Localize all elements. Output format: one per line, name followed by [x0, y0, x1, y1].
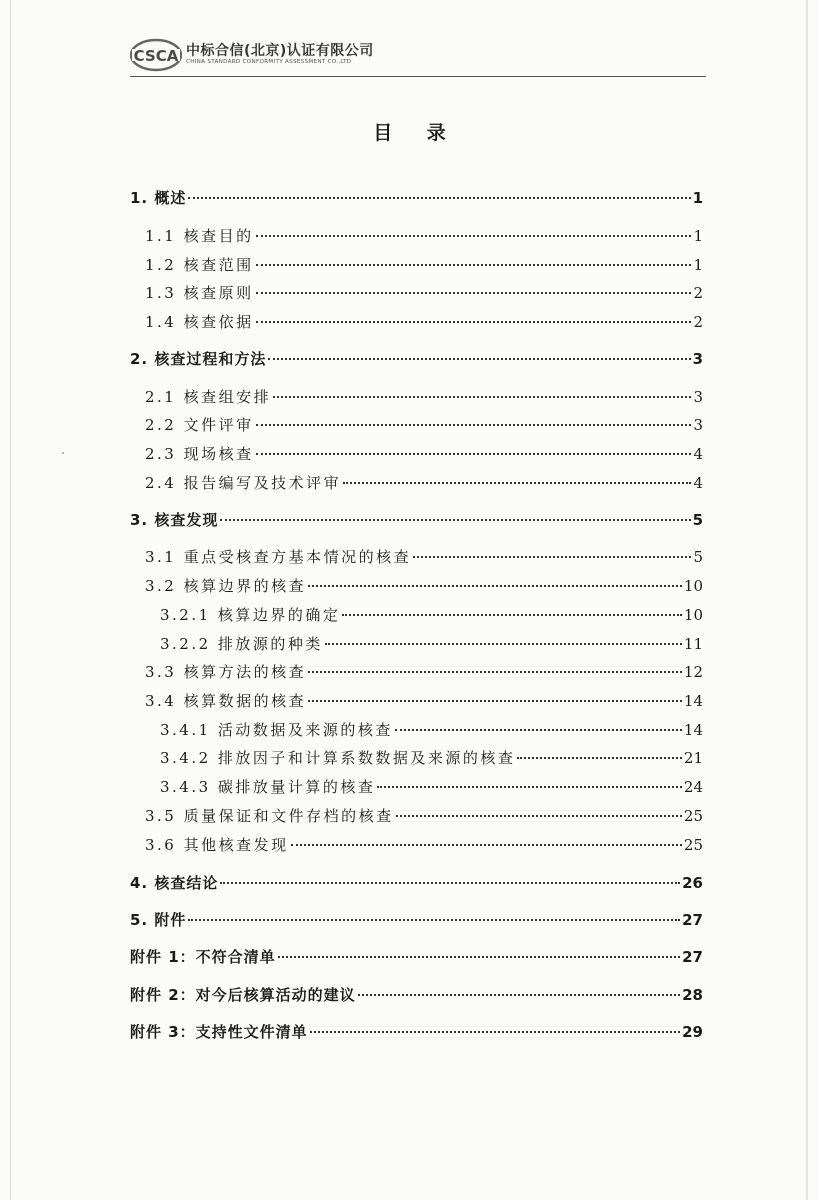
toc-entry-5[interactable] — [130, 908, 703, 932]
toc-entry-page: 4 — [693, 445, 703, 463]
dot-leader — [308, 584, 682, 587]
toc-entry-label: 附件 3：支持性文件清单 — [130, 1023, 308, 1041]
dot-leader — [343, 481, 691, 484]
toc-entry-page: 1 — [693, 256, 703, 274]
toc-entry-2-2[interactable] — [145, 413, 703, 437]
toc-entry-2[interactable] — [130, 347, 703, 371]
dot-leader — [308, 670, 682, 673]
toc-entry-appendix-2[interactable] — [130, 983, 703, 1007]
toc-entry-label: 2.1 核查组安排 — [145, 388, 272, 406]
toc-entry-label: 1.4 核查依据 — [145, 313, 254, 331]
toc-entry-3-5[interactable] — [145, 804, 703, 828]
toc-entry-label: 2.4 报告编写及技术评审 — [145, 474, 342, 492]
dot-leader — [278, 955, 680, 958]
toc-entry-page: 25 — [683, 807, 703, 825]
toc-entry-label: 1.1 核查目的 — [145, 227, 254, 245]
toc-entry-2-3[interactable] — [145, 442, 703, 466]
toc-entry-label: 附件 1：不符合清单 — [130, 948, 276, 966]
toc-entry-label: 1.3 核查原则 — [145, 284, 254, 302]
dot-leader — [396, 814, 682, 817]
toc-entry-page: 4 — [693, 474, 703, 492]
toc-entry-1[interactable] — [130, 186, 703, 210]
toc-entry-page: 3 — [693, 388, 703, 406]
toc-entry-3-2-1[interactable] — [160, 603, 703, 627]
toc-entry-page: 5 — [692, 511, 703, 529]
toc-entry-page: 5 — [693, 548, 703, 566]
toc-entry-1-3[interactable] — [145, 281, 703, 305]
toc-entry-page: 14 — [683, 721, 703, 739]
toc-entry-3-2-2[interactable] — [160, 632, 703, 656]
svg-text:CSCA: CSCA — [133, 47, 179, 65]
toc-entry-3-6[interactable] — [145, 833, 703, 857]
dot-leader — [256, 234, 692, 237]
dot-leader — [220, 518, 690, 521]
toc-entry-page: 12 — [683, 663, 703, 681]
toc-entry-label: 1.2 核查范围 — [145, 256, 254, 274]
company-name-en: CHINA STANDARD CONFORMITY ASSESSMENT CO.,LTD — [186, 59, 352, 65]
toc-entry-label: 3.2.2 排放源的种类 — [160, 635, 323, 653]
toc-entry-label: 4. 核查结论 — [130, 874, 219, 892]
toc-entry-label: 5. 附件 — [130, 911, 187, 929]
toc-entry-label: 2. 核查过程和方法 — [130, 350, 267, 368]
dot-leader — [256, 263, 692, 266]
dot-leader — [308, 699, 682, 702]
toc-entry-3-4-2[interactable] — [160, 746, 703, 770]
toc-entry-page: 2 — [693, 284, 703, 302]
toc-entry-label: 3.1 重点受核查方基本情况的核查 — [145, 548, 412, 566]
dot-leader — [188, 918, 680, 921]
toc-entry-page: 24 — [683, 778, 703, 796]
toc-entry-page: 1 — [693, 227, 703, 245]
dot-leader — [188, 196, 690, 199]
toc-entry-page: 27 — [682, 948, 703, 966]
dot-leader — [413, 555, 691, 558]
toc-entry-label: 附件 2：对今后核算活动的建议 — [130, 986, 356, 1004]
dot-leader — [256, 423, 692, 426]
toc-entry-label: 1. 概述 — [130, 189, 187, 207]
toc-entry-4[interactable] — [130, 871, 703, 895]
toc-entry-3[interactable] — [130, 508, 703, 532]
toc-entry-appendix-1[interactable] — [130, 945, 703, 969]
dot-leader — [273, 395, 691, 398]
toc-entry-page: 21 — [683, 749, 703, 767]
toc-entry-page: 28 — [682, 986, 703, 1004]
toc-entry-3-4-3[interactable] — [160, 775, 703, 799]
dot-leader — [342, 613, 681, 616]
toc-entry-2-1[interactable] — [145, 385, 703, 409]
toc-entry-page: 29 — [682, 1023, 703, 1041]
toc-entry-1-4[interactable] — [145, 310, 703, 334]
dot-leader — [377, 785, 681, 788]
toc-entry-label: 3.3 核算方法的核查 — [145, 663, 307, 681]
toc-entry-label: 3.4.1 活动数据及来源的核查 — [160, 721, 393, 739]
toc-entry-page: 10 — [683, 606, 703, 624]
toc-entry-appendix-3[interactable] — [130, 1020, 703, 1044]
toc-entry-page: 11 — [683, 635, 703, 653]
toc-title: 目 录 — [373, 122, 460, 144]
toc-entry-label: 3.4.2 排放因子和计算系数数据及来源的核查 — [160, 749, 516, 767]
toc-entry-page: 25 — [683, 836, 703, 854]
dot-leader — [256, 320, 692, 323]
toc-entry-1-1[interactable] — [145, 224, 703, 248]
toc-entry-label: 3. 核查发现 — [130, 511, 219, 529]
toc-entry-label: 2.2 文件评审 — [145, 416, 254, 434]
dot-leader — [256, 291, 692, 294]
toc-entry-label: 3.5 质量保证和文件存档的核查 — [145, 807, 394, 825]
toc-entry-label: 3.2 核算边界的核查 — [145, 577, 307, 595]
toc-entry-label: 3.6 其他核查发现 — [145, 836, 289, 854]
toc-entry-page: 14 — [683, 692, 703, 710]
dot-leader — [358, 993, 680, 996]
toc-entry-3-4[interactable] — [145, 689, 703, 713]
toc-entry-3-2[interactable] — [145, 574, 703, 598]
toc-entry-label: 3.2.1 核算边界的确定 — [160, 606, 341, 624]
dot-leader — [325, 642, 682, 645]
dot-leader — [256, 452, 692, 455]
toc-entry-label: 3.4 核算数据的核查 — [145, 692, 307, 710]
company-name-cn: 中标合信(北京)认证有限公司 — [186, 43, 374, 59]
dot-leader — [517, 756, 681, 759]
toc-entry-1-2[interactable] — [145, 253, 703, 277]
toc-entry-page: 2 — [693, 313, 703, 331]
dot-leader — [291, 843, 682, 846]
dot-leader — [395, 728, 682, 731]
dot-leader — [268, 357, 690, 360]
toc-entry-3-4-1[interactable] — [160, 718, 703, 742]
toc-entry-page: 27 — [682, 911, 703, 929]
toc-entry-page: 3 — [693, 416, 703, 434]
dot-leader — [220, 881, 680, 884]
toc-entry-page: 26 — [682, 874, 703, 892]
toc-entry-label: 2.3 现场核查 — [145, 445, 254, 463]
toc-entry-page: 10 — [683, 577, 703, 595]
toc-entry-page: 1 — [692, 189, 703, 207]
toc-entry-page: 3 — [692, 350, 703, 368]
toc-entry-label: 3.4.3 碳排放量计算的核查 — [160, 778, 376, 796]
dot-leader — [310, 1030, 680, 1033]
toc-entry-3-3[interactable] — [145, 660, 703, 684]
toc-entry-3-1[interactable] — [145, 545, 703, 569]
toc-entry-2-4[interactable] — [145, 471, 703, 495]
